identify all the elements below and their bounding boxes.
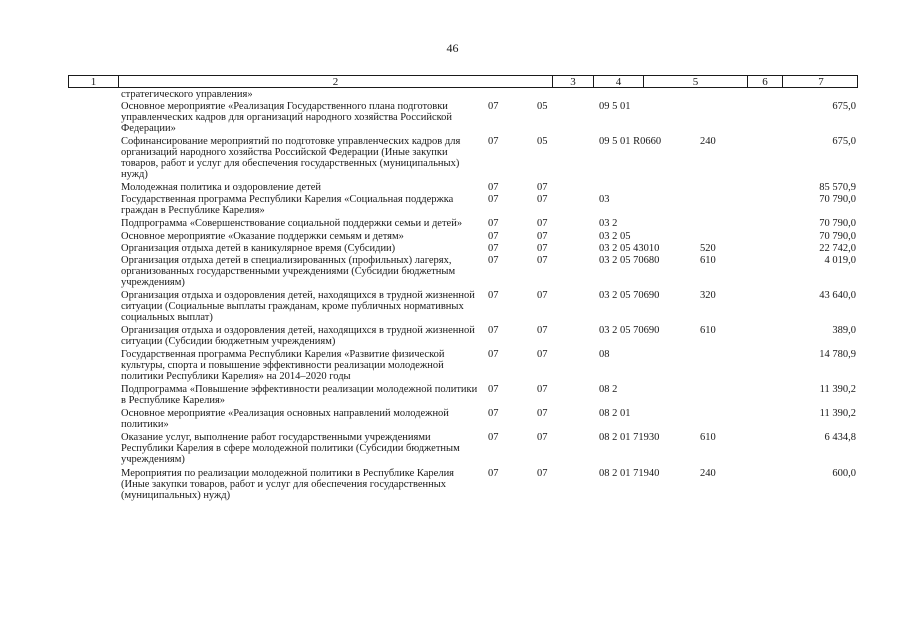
row-subsection: 07: [537, 384, 548, 395]
row-subsection: 07: [537, 182, 548, 193]
row-target-article: 03 2 05 43010: [599, 243, 660, 254]
row-subsection: 05: [537, 101, 548, 112]
row-subsection: 07: [537, 290, 548, 301]
row-section: 07: [488, 231, 499, 242]
row-name: Основное мероприятие «Реализация основных направлений молодежной политики»: [121, 408, 449, 430]
row-subsection: 07: [537, 243, 548, 254]
page-number: 46: [446, 41, 459, 55]
row-subsection: 07: [537, 231, 548, 242]
table-row: [68, 243, 858, 254]
row-target-article: 08 2 01: [599, 408, 631, 419]
budget-table: [68, 75, 858, 501]
row-subsection: 07: [537, 325, 548, 336]
row-target-article: 03 2 05 70680: [599, 255, 660, 266]
table-row: [68, 468, 858, 501]
row-amount: 4 019,0: [824, 255, 856, 266]
row-amount: 14 780,9: [819, 349, 856, 360]
row-target-article: 09 5 01 R0660: [599, 136, 662, 147]
row-expense-type: 610: [700, 255, 716, 266]
row-name: Государственная программа Республики Карелия «Развитие физической культуры, спорта и повышение эффективности реализации молодежной политики Республики Карелия» на 2014–2020 годы: [121, 349, 445, 382]
row-name: Организация отдыха детей в специализированных (профильных) лагерях, организованных государственными учреждениями (Субсидии бюджетным учреждениям): [121, 255, 456, 288]
table-row: [68, 349, 858, 382]
header-col-3: 3: [552, 76, 593, 88]
row-expense-type: 520: [700, 243, 716, 254]
row-expense-type: 240: [700, 136, 716, 147]
row-amount: 11 390,2: [819, 384, 856, 395]
row-name: Молодежная политика и оздоровление детей: [121, 182, 322, 193]
row-amount: 389,0: [832, 325, 856, 336]
table-row: [68, 325, 858, 347]
row-section: 07: [488, 255, 499, 266]
row-amount: 600,0: [832, 468, 856, 479]
row-amount: 85 570,9: [819, 182, 856, 193]
table-row: [68, 384, 858, 406]
header-col-4: 4: [593, 76, 643, 88]
row-subsection: 07: [537, 468, 548, 479]
row-subsection: 07: [537, 194, 548, 205]
row-name: Организация отдыха и оздоровления детей, находящихся в трудной жизненной ситуации (Социальные выплаты гражданам, кроме публичных нормативных социальных выплат): [121, 290, 475, 323]
row-amount: 675,0: [832, 101, 856, 112]
table-row: [68, 194, 858, 216]
row-subsection: 07: [537, 432, 548, 443]
table-row: [68, 408, 858, 430]
row-amount: 6 434,8: [824, 432, 856, 443]
table-body: [68, 89, 858, 501]
table-row: [68, 255, 858, 288]
row-name: Организация отдыха и оздоровления детей, находящихся в трудной жизненной ситуации (Субсидии бюджетным учреждениям): [121, 325, 475, 347]
row-section: 07: [488, 243, 499, 254]
table-row: [68, 182, 858, 193]
header-col-6: 6: [747, 76, 782, 88]
row-name: Основное мероприятие «Реализация Государственного плана подготовки управленческих кадров для организаций народного хозяйства Российской Федерации»: [121, 101, 453, 134]
row-name: Оказание услуг, выполнение работ государственными учреждениями Республики Карелия в сфере молодежной политики (Субсидии бюджетным учреждениям): [121, 432, 460, 465]
row-section: 07: [488, 194, 499, 205]
row-section: 07: [488, 432, 499, 443]
row-subsection: 07: [537, 218, 548, 229]
row-target-article: 08: [599, 349, 610, 360]
row-amount: 70 790,0: [819, 218, 856, 229]
row-target-article: 08 2 01 71940: [599, 468, 660, 479]
row-expense-type: 320: [700, 290, 716, 301]
header-col-5: 5: [643, 76, 747, 88]
row-amount: 70 790,0: [819, 194, 856, 205]
row-name: Подпрограмма «Повышение эффективности реализации молодежной политики в Республике Карелия»: [121, 384, 478, 406]
table-header-row: [68, 75, 858, 88]
row-expense-type: 610: [700, 325, 716, 336]
row-target-article: 08 2: [599, 384, 618, 395]
row-section: 07: [488, 136, 499, 147]
row-section: 07: [488, 290, 499, 301]
row-name: Государственная программа Республики Карелия «Социальная поддержка граждан в Республике Карелия»: [121, 194, 454, 216]
row-section: 07: [488, 218, 499, 229]
row-section: 07: [488, 349, 499, 360]
row-section: 07: [488, 468, 499, 479]
row-name: стратегического управления»: [121, 89, 253, 100]
row-target-article: 03 2 05: [599, 231, 631, 242]
row-subsection: 07: [537, 349, 548, 360]
row-amount: 22 742,0: [819, 243, 856, 254]
row-amount: 70 790,0: [819, 231, 856, 242]
row-name: Подпрограмма «Совершенствование социальной поддержки семьи и детей»: [121, 218, 463, 229]
row-amount: 11 390,2: [819, 408, 856, 419]
row-name: Софинансирование мероприятий по подготовке управленческих кадров для организаций народного хозяйства Российской Федерации (Иные закупки товаров, работ и услуг для обеспечения государственных (муниципальных) нужд): [121, 136, 461, 180]
header-col-1: 1: [90, 76, 97, 88]
table-row: [68, 231, 858, 242]
row-subsection: 05: [537, 136, 548, 147]
row-subsection: 07: [537, 408, 548, 419]
row-name: Основное мероприятие «Оказание поддержки семьям и детям»: [121, 231, 404, 242]
row-section: 07: [488, 182, 499, 193]
table-row: [68, 432, 858, 465]
row-section: 07: [488, 384, 499, 395]
row-amount: 675,0: [832, 136, 856, 147]
row-name: Мероприятия по реализации молодежной политики в Республике Карелия (Иные закупки товаров, работ и услуг для обеспечения государственных (муниципальных) нужд): [121, 468, 455, 501]
row-target-article: 03 2 05 70690: [599, 325, 660, 336]
row-expense-type: 240: [700, 468, 716, 479]
row-subsection: 07: [537, 255, 548, 266]
row-target-article: 03 2 05 70690: [599, 290, 660, 301]
row-amount: 43 640,0: [819, 290, 856, 301]
table-row: [68, 136, 858, 180]
row-target-article: 08 2 01 71930: [599, 432, 660, 443]
header-col-7: 7: [782, 76, 859, 88]
row-section: 07: [488, 101, 499, 112]
row-target-article: 03: [599, 194, 610, 205]
row-expense-type: 610: [700, 432, 716, 443]
table-row: [68, 290, 858, 323]
row-section: 07: [488, 325, 499, 336]
row-name: Организация отдыха детей в каникулярное время (Субсидии): [121, 243, 396, 254]
row-target-article: 09 5 01: [599, 101, 631, 112]
row-target-article: 03 2: [599, 218, 618, 229]
table-row: [68, 101, 858, 134]
table-row: [68, 218, 858, 229]
row-section: 07: [488, 408, 499, 419]
header-col-2: 2: [118, 76, 552, 88]
table-row: [68, 89, 858, 100]
